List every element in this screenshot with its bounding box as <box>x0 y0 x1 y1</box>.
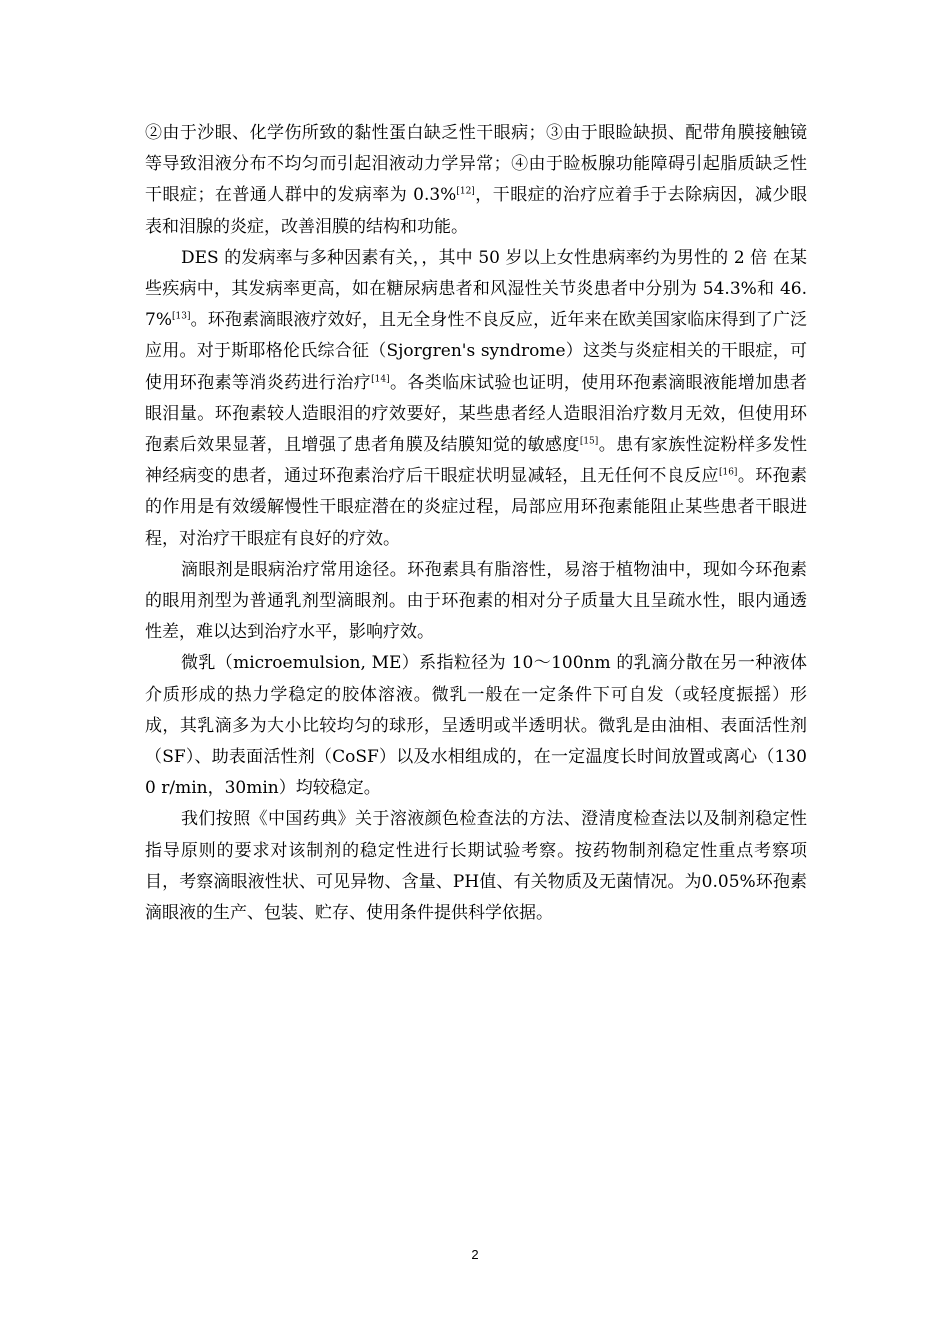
citation-superscript: [13] <box>171 311 191 322</box>
paragraph <box>145 555 807 649</box>
paragraph <box>145 804 807 929</box>
paragraph <box>145 118 807 243</box>
citation-superscript: [12] <box>456 186 475 197</box>
paragraph <box>145 243 807 555</box>
text-run: ②由于沙眼、化学伤所致的黏性蛋白缺乏性干眼病；③由于眼睑缺损、配带角膜接触镜等导致泪液分布不均匀而引起泪液动力学异常；④由于睑板腺功能障碍引起脂质缺乏性干眼症；在普通人群中的发病率为 0.3% <box>145 123 807 206</box>
text-run: 。环孢素的作用是有效缓解慢性干眼症潜在的炎症过程，局部应用环孢素能阻止某些患者干眼进程，对治疗干眼症有良好的疗效。 <box>145 466 808 549</box>
text-run: DES 的发病率与多种因素有关，，其中 50 岁以上女性患病率约为男性的 2 倍 在某些疾病中，其发病率更高，如在糖尿病患者和风湿性关节炎患者中分别为 54.3%和 46.7% <box>145 247 807 331</box>
text-run: 。环孢素滴眼液疗效好，且无全身性不良反应，近年来在欧美国家临床得到了广泛应用。对于斯耶格伦氏综合征（Sjorgren's syndrome）这类与炎症相关的干眼症，可使用环孢素等消炎药进行治疗 <box>145 310 807 393</box>
text-run: 我们按照《中国药典》关于溶液颜色检查法的方法、澄清度检查法以及制剂稳定性指导原则的要求对该制剂的稳定性进行长期试验考察。按药物制剂稳定性重点考察项目，考察滴眼液性状、可见异物、含量、PH值、有关物质及无菌情况。为0.05%环孢素滴眼液的生产、包装、贮存、使用条件提供科学依据。 <box>145 809 807 924</box>
body-text <box>145 118 807 929</box>
text-run: 。各类临床试验也证明，使用环孢素滴眼液能增加患者眼泪量。环孢素较人造眼泪的疗效要好，某些患者经人造眼泪治疗数月无效，但使用环孢素后效果显著，且增强了患者角膜及结膜知觉的敏感度 <box>145 372 808 456</box>
citation-superscript: [14] <box>371 373 390 384</box>
paragraph <box>145 648 807 804</box>
citation-superscript: [15] <box>579 436 599 447</box>
citation-superscript: [16] <box>718 467 738 478</box>
text-run: 。患有家族性淀粉样多发性神经病变的患者，通过环孢素治疗后干眼症状明显减轻，且无任何不良反应 <box>145 435 808 487</box>
page-number: 2 <box>471 1247 479 1262</box>
text-run: 微乳（microemulsion, ME）系指粒径为 10～100nm 的乳滴分散在另一种液体介质形成的热力学稳定的胶体溶液。微乳一般在一定条件下可自发（或轻度振摇）形成，其乳滴多为大小比较均匀的球形，呈透明或半透明状。微乳是由油相、表面活性剂（SF）、助表面活性剂（CoSF）以及水相组成的，在一定温度长时间放置或离心（1300 r/min，30min）均较稳定。 <box>145 653 807 799</box>
text-run: ，干眼症的治疗应着手于去除病因，减少眼表和泪腺的炎症，改善泪膜的结构和功能。 <box>145 185 807 237</box>
text-run: 滴眼剂是眼病治疗常用途径。环孢素具有脂溶性，易溶于植物油中，现如今环孢素的眼用剂型为普通乳剂型滴眼剂。由于环孢素的相对分子质量大且呈疏水性，眼内通透性差，难以达到治疗水平，影响疗效。 <box>145 559 807 643</box>
